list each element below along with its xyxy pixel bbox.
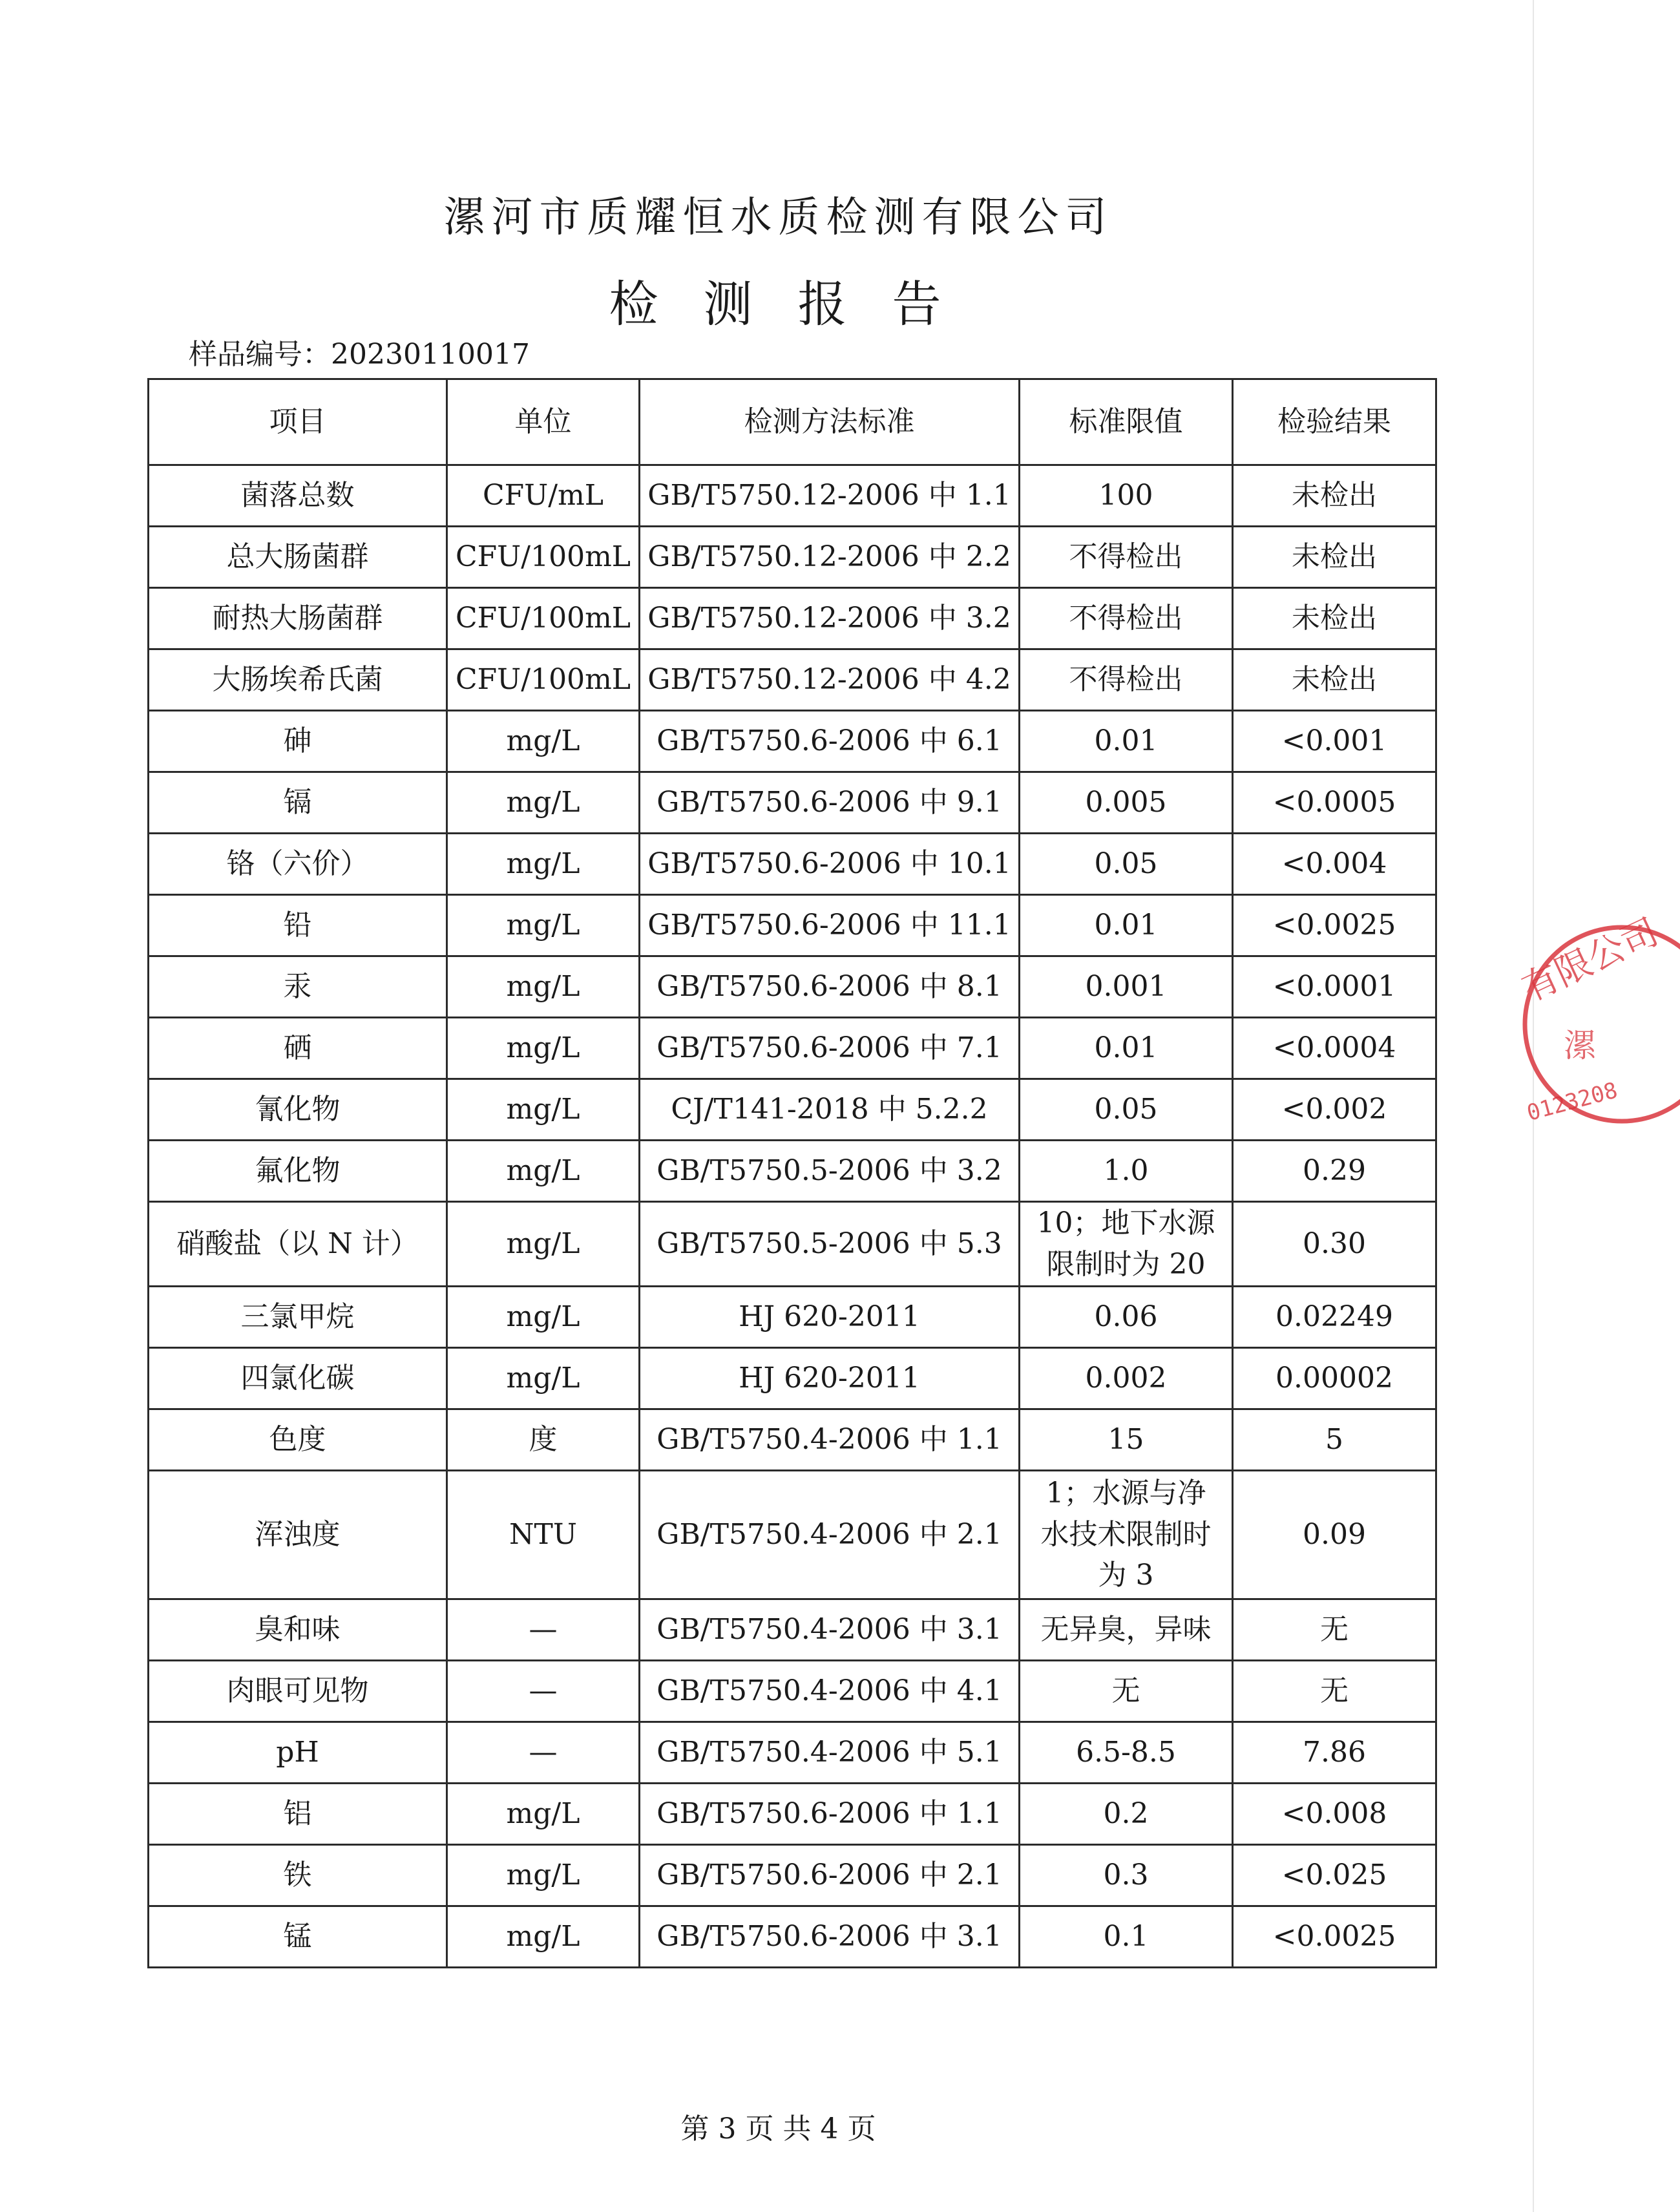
cell-item-text: 锰 [283,1919,312,1953]
cell-item [149,956,447,1018]
cell-method-text: HJ 620-2011 [739,1361,920,1395]
cell-result-text: 未检出 [1292,540,1377,574]
cell-unit-text: mg/L [506,1300,580,1333]
cell-unit-text: mg/L [506,1227,580,1260]
cell-limit-text: 10；地下水源限制时为 20 [1036,1206,1215,1281]
cell-method [640,1783,1020,1844]
cell-item-text: 四氯化碳 [240,1361,355,1395]
cell-result [1233,1722,1436,1783]
cell-limit-text: 0.05 [1094,1093,1158,1126]
cell-unit [447,1141,640,1202]
cell-unit [447,649,640,711]
cell-unit [447,527,640,588]
cell-unit [447,1347,640,1409]
cell-result-text: 0.02249 [1276,1300,1393,1333]
cell-method [640,711,1020,772]
cell-limit-text: 100 [1098,479,1153,512]
table-row [149,711,1436,772]
cell-result-text: <0.0004 [1272,1031,1396,1065]
cell-limit [1020,1141,1233,1202]
cell-item [149,1202,447,1287]
table-header-row [149,379,1436,465]
cell-unit [447,1599,640,1660]
cell-item [149,649,447,711]
cell-item-text: 氟化物 [255,1154,341,1188]
cell-item [149,1409,447,1470]
cell-unit [447,1660,640,1722]
table-row [149,1906,1436,1967]
cell-result-text: <0.0025 [1272,1919,1396,1953]
cell-unit-text: CFU/100mL [455,540,631,574]
cell-unit-text: mg/L [506,1154,580,1188]
cell-result [1233,1202,1436,1287]
cell-result [1233,588,1436,649]
cell-item-text: 硝酸盐（以 N 计） [176,1227,419,1260]
cell-method [640,1722,1020,1783]
cell-method [640,1844,1020,1906]
table-row [149,1599,1436,1660]
table-row [149,1347,1436,1409]
cell-item [149,1141,447,1202]
cell-unit [447,1844,640,1906]
cell-unit [447,1079,640,1141]
cell-result-text: <0.008 [1281,1796,1387,1830]
table-row [149,1202,1436,1287]
cell-method [640,465,1020,527]
cell-item [149,1470,447,1599]
cell-item-text: 耐热大肠菌群 [212,602,383,635]
cell-method-text: GB/T5750.12-2006 中 3.2 [647,602,1011,635]
cell-item [149,1722,447,1783]
cell-limit [1020,1347,1233,1409]
cell-result-text: <0.025 [1281,1858,1387,1891]
cell-result [1233,1409,1436,1470]
cell-item-text: 铅 [283,909,312,942]
cell-result [1233,834,1436,895]
cell-unit-text: CFU/mL [482,479,604,512]
cell-unit [447,1202,640,1287]
cell-method [640,772,1020,834]
table-row [149,649,1436,711]
svg-text:0123208: 0123208 [1524,1077,1621,1126]
cell-result-text: 0.09 [1303,1517,1366,1551]
cell-unit [447,711,640,772]
cell-unit-text: mg/L [506,1858,580,1891]
cell-method-text: GB/T5750.12-2006 中 1.1 [647,479,1011,512]
cell-unit-text: mg/L [506,724,580,758]
cell-unit-text: — [529,1674,558,1707]
cell-result-text: 7.86 [1303,1735,1366,1769]
cell-method [640,1347,1020,1409]
cell-limit [1020,1844,1233,1906]
cell-limit-text: 0.01 [1094,1031,1158,1065]
cell-item [149,588,447,649]
table-row [149,1783,1436,1844]
cell-result [1233,527,1436,588]
cell-method [640,588,1020,649]
cell-item [149,895,447,956]
table-row [149,1470,1436,1599]
table-row [149,956,1436,1018]
cell-method-text: GB/T5750.12-2006 中 4.2 [647,663,1011,697]
cell-item-text: 臭和味 [255,1612,341,1646]
cell-result-text: 5 [1325,1422,1343,1456]
cell-unit-text: mg/L [506,847,580,881]
sample-number [189,331,530,372]
cell-method-text: GB/T5750.6-2006 中 10.1 [647,847,1011,881]
cell-unit-text: mg/L [506,970,580,1004]
page-number: 第 3 页 共 4 页 [680,2112,876,2145]
cell-limit-text: 无 [1111,1674,1140,1707]
cell-result [1233,1470,1436,1599]
cell-item-text: 硒 [283,1031,312,1065]
cell-result [1233,1286,1436,1347]
cell-item-text: 肉眼可见物 [226,1674,369,1707]
table-row [149,527,1436,588]
cell-item-text: 三氯甲烷 [240,1300,355,1333]
cell-item [149,711,447,772]
cell-item-text: 砷 [283,724,312,758]
cell-item [149,1783,447,1844]
cell-limit [1020,465,1233,527]
cell-limit-text: 6.5-8.5 [1076,1735,1176,1769]
cell-result-text: 无 [1320,1674,1349,1707]
cell-method-text: CJ/T141-2018 中 5.2.2 [671,1093,988,1126]
cell-method [640,956,1020,1018]
cell-result-text: 0.00002 [1276,1361,1393,1395]
table-row [149,1018,1436,1079]
cell-item-text: 色度 [269,1422,326,1456]
table-row [149,895,1436,956]
cell-limit-text: 0.01 [1094,724,1158,758]
cell-item [149,527,447,588]
table-row [149,834,1436,895]
cell-limit-text: 无异臭，异味 [1040,1612,1212,1646]
cell-item-text: 铝 [283,1796,312,1830]
cell-limit [1020,772,1233,834]
cell-limit [1020,1470,1233,1599]
cell-method-text: GB/T5750.4-2006 中 4.1 [656,1674,1002,1707]
cell-result [1233,1141,1436,1202]
cell-unit-text: CFU/100mL [455,663,631,697]
cell-limit-text: 0.2 [1103,1796,1149,1830]
cell-item [149,1286,447,1347]
cell-unit [447,465,640,527]
cell-result-text: 无 [1320,1612,1349,1646]
cell-unit [447,588,640,649]
cell-unit-text: mg/L [506,1361,580,1395]
cell-item-text: 铁 [283,1858,312,1891]
table-row [149,1079,1436,1141]
cell-limit-text: 0.01 [1094,909,1158,942]
cell-limit-text: 1.0 [1103,1154,1149,1188]
cell-item [149,1079,447,1141]
cell-limit [1020,1660,1233,1722]
cell-method-text: GB/T5750.6-2006 中 3.1 [656,1919,1002,1953]
cell-result [1233,1844,1436,1906]
cell-result [1233,711,1436,772]
cell-result-text: 未检出 [1292,602,1377,635]
cell-limit [1020,1409,1233,1470]
cell-item [149,772,447,834]
cell-result [1233,1018,1436,1079]
cell-result-text: 0.29 [1303,1154,1366,1188]
cell-method-text: GB/T5750.6-2006 中 2.1 [656,1858,1002,1891]
cell-item-text: 浑浊度 [255,1517,341,1551]
cell-limit-text: 15 [1108,1422,1144,1456]
column-header-item: 项目 [149,379,447,465]
cell-limit [1020,834,1233,895]
test-results-table [147,378,1437,1968]
cell-method [640,649,1020,711]
cell-item [149,1599,447,1660]
cell-item-text: 大肠埃希氏菌 [212,663,383,697]
column-header-limit: 标准限值 [1020,379,1233,465]
sample-number-value: 20230110017 [331,338,530,371]
cell-limit-text: 不得检出 [1069,602,1183,635]
cell-unit [447,1018,640,1079]
cell-method [640,527,1020,588]
cell-limit-text: 不得检出 [1069,540,1183,574]
cell-method-text: GB/T5750.4-2006 中 1.1 [656,1422,1002,1456]
cell-item [149,834,447,895]
cell-unit-text: 度 [529,1422,558,1456]
cell-method-text: GB/T5750.4-2006 中 3.1 [656,1612,1002,1646]
table-row [149,1141,1436,1202]
cell-limit-text: 0.005 [1085,786,1167,819]
cell-limit [1020,711,1233,772]
cell-result-text: 0.30 [1303,1227,1366,1260]
cell-unit [447,895,640,956]
cell-method [640,1141,1020,1202]
table-row [149,1844,1436,1906]
cell-method-text: GB/T5750.6-2006 中 11.1 [647,909,1011,942]
cell-limit-text: 0.05 [1094,847,1158,881]
cell-result [1233,895,1436,956]
cell-method [640,1202,1020,1287]
cell-method-text: GB/T5750.6-2006 中 6.1 [656,724,1002,758]
cell-result-text: <0.001 [1281,724,1387,758]
cell-method [640,1660,1020,1722]
cell-item-text: 镉 [283,786,312,819]
cell-unit-text: mg/L [506,786,580,819]
cell-unit [447,772,640,834]
cell-result [1233,1660,1436,1722]
cell-method [640,1906,1020,1967]
cell-unit-text: mg/L [506,909,580,942]
cell-item-text: 汞 [283,970,312,1004]
cell-result [1233,1906,1436,1967]
cell-unit-text: — [529,1735,558,1769]
column-header-method: 检测方法标准 [640,379,1020,465]
table-row [149,1722,1436,1783]
cell-unit [447,956,640,1018]
cell-method-text: GB/T5750.6-2006 中 9.1 [656,786,1002,819]
cell-limit-text: 0.1 [1103,1919,1149,1953]
cell-result [1233,1347,1436,1409]
cell-method [640,895,1020,956]
cell-limit [1020,1018,1233,1079]
cell-method-text: HJ 620-2011 [739,1300,920,1333]
cell-result [1233,465,1436,527]
cell-result-text: <0.004 [1281,847,1387,881]
cell-limit [1020,527,1233,588]
cell-unit [447,1722,640,1783]
svg-text:漯: 漯 [1564,1027,1596,1064]
cell-result [1233,649,1436,711]
cell-limit [1020,1079,1233,1141]
cell-unit-text: mg/L [506,1796,580,1830]
cell-limit-text: 0.3 [1103,1858,1149,1891]
cell-item [149,1844,447,1906]
cell-method [640,1286,1020,1347]
cell-item [149,1347,447,1409]
cell-result-text: <0.0025 [1272,909,1396,942]
cell-method [640,1079,1020,1141]
column-header-result: 检验结果 [1233,379,1436,465]
cell-result-text: 未检出 [1292,663,1377,697]
cell-limit [1020,1783,1233,1844]
cell-item [149,1906,447,1967]
cell-method [640,1599,1020,1660]
cell-result [1233,1599,1436,1660]
cell-result-text: 未检出 [1292,479,1377,512]
cell-method [640,834,1020,895]
company-name: 漯河市质耀恒水质检测有限公司 [443,194,1113,242]
cell-unit [447,1286,640,1347]
cell-method-text: GB/T5750.6-2006 中 1.1 [656,1796,1002,1830]
cell-method-text: GB/T5750.4-2006 中 5.1 [656,1735,1002,1769]
company-seal-stamp [1467,911,1680,1131]
report-title: 检测报告 [609,275,987,333]
cell-item [149,1660,447,1722]
cell-limit [1020,1599,1233,1660]
cell-limit [1020,588,1233,649]
cell-result-text: <0.0005 [1272,786,1396,819]
cell-method-text: GB/T5750.5-2006 中 3.2 [656,1154,1002,1188]
cell-limit [1020,895,1233,956]
cell-unit [447,1409,640,1470]
cell-limit-text: 0.001 [1085,970,1167,1004]
cell-result [1233,1079,1436,1141]
cell-unit-text: CFU/100mL [455,602,631,635]
cell-item-text: 总大肠菌群 [226,540,369,574]
cell-method-text: GB/T5750.12-2006 中 2.2 [647,540,1011,574]
cell-method [640,1018,1020,1079]
cell-method-text: GB/T5750.6-2006 中 8.1 [656,970,1002,1004]
table-row [149,588,1436,649]
table-row [149,772,1436,834]
cell-unit-text: — [529,1612,558,1646]
cell-limit [1020,1202,1233,1287]
cell-method [640,1409,1020,1470]
cell-item-text: 菌落总数 [240,479,355,512]
cell-result [1233,772,1436,834]
cell-limit-text: 不得检出 [1069,663,1183,697]
table-row [149,1409,1436,1470]
cell-method-text: GB/T5750.4-2006 中 2.1 [656,1517,1002,1551]
table-row [149,465,1436,527]
cell-result [1233,1783,1436,1844]
svg-text:有限公司: 有限公司 [1515,911,1665,1011]
cell-limit [1020,1906,1233,1967]
cell-item [149,1018,447,1079]
sample-number-label: 样品编号： [189,338,331,371]
cell-unit-text: mg/L [506,1031,580,1065]
cell-unit [447,1906,640,1967]
cell-item-text: pH [276,1735,319,1769]
table-row [149,1286,1436,1347]
cell-limit-text: 1；水源与净水技术限制时为 3 [1040,1476,1212,1592]
cell-item [149,465,447,527]
cell-limit-text: 0.002 [1085,1361,1167,1395]
cell-result-text: <0.002 [1281,1093,1387,1126]
cell-unit-text: mg/L [506,1093,580,1126]
table-row [149,1660,1436,1722]
cell-item-text: 铬（六价） [226,847,369,881]
cell-limit [1020,1286,1233,1347]
cell-method-text: GB/T5750.5-2006 中 5.3 [656,1227,1002,1260]
cell-limit [1020,956,1233,1018]
column-header-unit: 单位 [447,379,640,465]
cell-unit-text: NTU [509,1517,577,1551]
cell-unit [447,834,640,895]
cell-result [1233,956,1436,1018]
cell-limit-text: 0.06 [1094,1300,1158,1333]
cell-method-text: GB/T5750.6-2006 中 7.1 [656,1031,1002,1065]
cell-method [640,1470,1020,1599]
cell-result-text: <0.0001 [1272,970,1396,1004]
cell-unit-text: mg/L [506,1919,580,1953]
cell-limit [1020,1722,1233,1783]
cell-unit [447,1470,640,1599]
cell-limit [1020,649,1233,711]
cell-item-text: 氰化物 [255,1093,341,1126]
cell-unit [447,1783,640,1844]
